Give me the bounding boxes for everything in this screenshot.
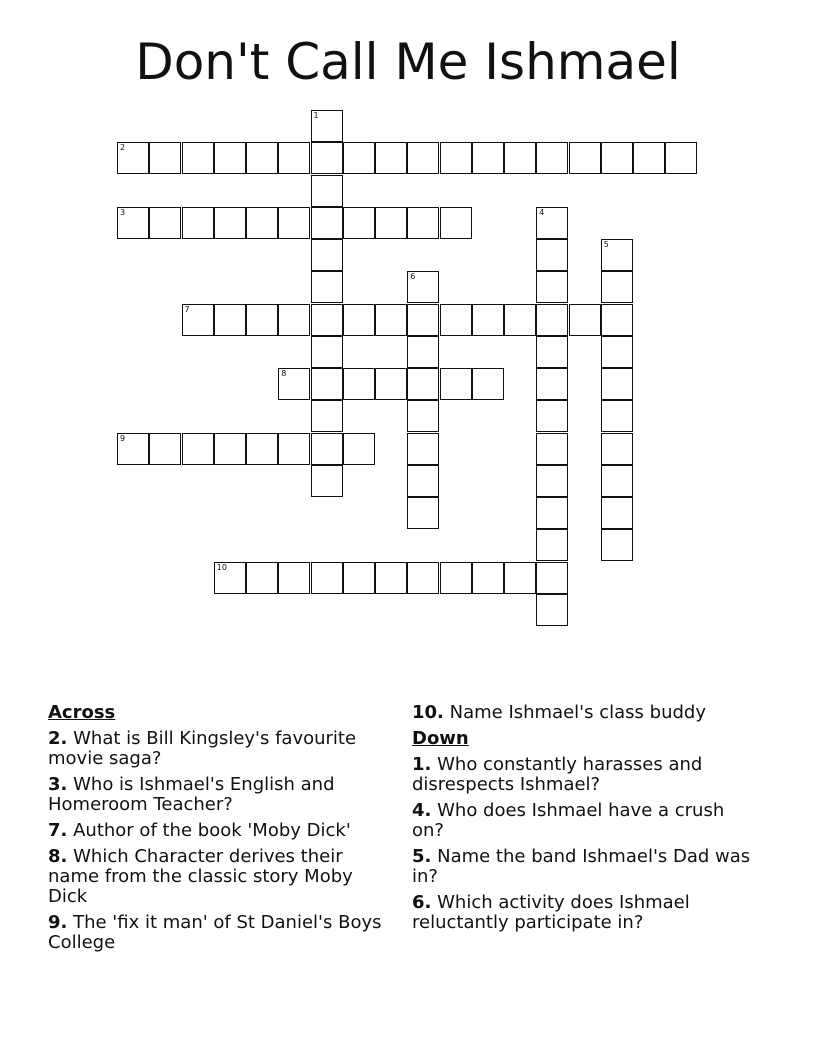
- clue-number: 4: [539, 207, 545, 217]
- grid-cell[interactable]: [504, 304, 536, 336]
- puzzle-title: Don't Call Me Ishmael: [135, 33, 681, 91]
- grid-cell[interactable]: [214, 433, 246, 465]
- grid-cell[interactable]: [407, 271, 439, 303]
- grid-cell[interactable]: [246, 142, 278, 174]
- grid-cell[interactable]: [440, 207, 472, 239]
- grid-cell[interactable]: [311, 368, 343, 400]
- grid-cell[interactable]: [536, 465, 568, 497]
- clue-number: 10: [216, 562, 227, 572]
- grid-cell[interactable]: [569, 304, 601, 336]
- grid-cell[interactable]: [536, 207, 568, 239]
- grid-cell[interactable]: [601, 271, 633, 303]
- grid-cell[interactable]: [311, 239, 343, 271]
- grid-cell[interactable]: [536, 304, 568, 336]
- grid-cell[interactable]: [182, 433, 214, 465]
- grid-cell[interactable]: [246, 304, 278, 336]
- clue-across-8: 8. Which Character derives their name from the classic story Moby Dick: [48, 846, 353, 907]
- grid-cell[interactable]: [407, 142, 439, 174]
- grid-cell[interactable]: [343, 142, 375, 174]
- grid-cell[interactable]: [311, 304, 343, 336]
- grid-cell[interactable]: [633, 142, 665, 174]
- grid-cell[interactable]: [246, 562, 278, 594]
- grid-cell[interactable]: [569, 142, 601, 174]
- grid-cell[interactable]: [407, 336, 439, 368]
- grid-cell[interactable]: [601, 497, 633, 529]
- clue-number: 8: [281, 369, 287, 378]
- grid-cell[interactable]: [407, 497, 439, 529]
- grid-cell[interactable]: [278, 368, 310, 400]
- grid-cell[interactable]: [311, 336, 343, 368]
- grid-cell[interactable]: [407, 465, 439, 497]
- grid-cell[interactable]: [375, 368, 407, 400]
- grid-cell[interactable]: [214, 304, 246, 336]
- grid-cell[interactable]: [472, 562, 504, 594]
- grid-cell[interactable]: [440, 304, 472, 336]
- grid-cell[interactable]: [536, 400, 568, 432]
- grid-cell[interactable]: [117, 207, 149, 239]
- grid-cell[interactable]: [214, 207, 246, 239]
- grid-cell[interactable]: [472, 368, 504, 400]
- grid-cell[interactable]: [536, 271, 568, 303]
- grid-cell[interactable]: [149, 207, 181, 239]
- grid-cell[interactable]: [311, 562, 343, 594]
- grid-cell[interactable]: [407, 562, 439, 594]
- grid-cell[interactable]: [375, 562, 407, 594]
- clue-across-7: 7. Author of the book 'Moby Dick': [48, 820, 351, 841]
- grid-cell[interactable]: [182, 142, 214, 174]
- grid-cell[interactable]: [343, 562, 375, 594]
- grid-cell[interactable]: [601, 529, 633, 561]
- grid-cell[interactable]: [375, 207, 407, 239]
- grid-cell[interactable]: [311, 110, 343, 142]
- grid-cell[interactable]: [440, 368, 472, 400]
- grid-cell[interactable]: [311, 400, 343, 432]
- across-heading: Across: [48, 702, 116, 723]
- grid-cell[interactable]: [182, 207, 214, 239]
- grid-cell[interactable]: [149, 433, 181, 465]
- grid-cell[interactable]: [536, 562, 568, 594]
- grid-cell[interactable]: [311, 465, 343, 497]
- clue-down-5: 5. Name the band Ishmael's Dad was in?: [412, 846, 751, 887]
- grid-cell[interactable]: [407, 368, 439, 400]
- grid-cell[interactable]: [472, 304, 504, 336]
- grid-cell[interactable]: [311, 207, 343, 239]
- grid-cell[interactable]: [665, 142, 697, 174]
- grid-cell[interactable]: [536, 239, 568, 271]
- grid-cell[interactable]: [278, 304, 310, 336]
- grid-cell[interactable]: [375, 304, 407, 336]
- grid-cell[interactable]: [601, 368, 633, 400]
- grid-cell[interactable]: [214, 142, 246, 174]
- grid-cell[interactable]: [601, 465, 633, 497]
- clue-down-1: 1. Who constantly harasses and disrespects Ishmael?: [412, 754, 703, 795]
- grid-cell[interactable]: [407, 304, 439, 336]
- grid-cell[interactable]: [536, 497, 568, 529]
- grid-cell[interactable]: [311, 271, 343, 303]
- clue-down-4: 4. Who does Ishmael have a crush on?: [412, 800, 725, 841]
- grid-cell[interactable]: [472, 142, 504, 174]
- grid-cell[interactable]: [407, 433, 439, 465]
- grid-cell[interactable]: [601, 142, 633, 174]
- grid-cell[interactable]: [601, 433, 633, 465]
- clue-across-2: 2. What is Bill Kingsley's favourite movie saga?: [48, 728, 357, 769]
- grid-cell[interactable]: [182, 304, 214, 336]
- grid-cell[interactable]: [278, 433, 310, 465]
- grid-cell[interactable]: [311, 175, 343, 207]
- grid-cell[interactable]: [536, 368, 568, 400]
- grid-cell[interactable]: [536, 433, 568, 465]
- grid-cell[interactable]: [117, 142, 149, 174]
- grid-cell[interactable]: [343, 433, 375, 465]
- grid-cell[interactable]: [311, 433, 343, 465]
- grid-cell[interactable]: [601, 239, 633, 271]
- grid-cell[interactable]: [278, 142, 310, 174]
- grid-cell[interactable]: [407, 400, 439, 432]
- clue-across-9: 9. The 'fix it man' of St Daniel's Boys College: [48, 912, 382, 953]
- clue-number: 6: [410, 272, 416, 282]
- grid-cell[interactable]: [246, 433, 278, 465]
- clue-across-10: 10. Name Ishmael's class buddy: [412, 702, 706, 723]
- down-heading: Down: [412, 728, 469, 749]
- grid-cell[interactable]: [601, 304, 633, 336]
- grid-cell[interactable]: [440, 562, 472, 594]
- grid-cell[interactable]: [601, 336, 633, 368]
- grid-cell[interactable]: [601, 400, 633, 432]
- grid-cell[interactable]: [278, 562, 310, 594]
- grid-cell[interactable]: [343, 368, 375, 400]
- grid-cell[interactable]: [375, 142, 407, 174]
- grid-cell[interactable]: [311, 142, 343, 174]
- clue-number: 2: [120, 143, 126, 153]
- clue-number: 5: [603, 240, 609, 249]
- grid-cell[interactable]: [246, 207, 278, 239]
- clue-down-6: 6. Which activity does Ishmael reluctantly participate in?: [412, 892, 690, 933]
- clue-number: 7: [184, 304, 190, 314]
- clue-across-3: 3. Who is Ishmael's English and Homeroom Teacher?: [48, 774, 335, 815]
- grid-cell[interactable]: [536, 529, 568, 561]
- grid-cell[interactable]: [407, 207, 439, 239]
- clues-left-column: [48, 703, 388, 959]
- grid-cell[interactable]: [536, 336, 568, 368]
- grid-cell[interactable]: [536, 142, 568, 174]
- grid-cell[interactable]: [278, 207, 310, 239]
- grid-cell[interactable]: [504, 562, 536, 594]
- grid-cell[interactable]: [117, 433, 149, 465]
- grid-cell[interactable]: [214, 562, 246, 594]
- grid-cell[interactable]: [343, 207, 375, 239]
- grid-cell[interactable]: [440, 142, 472, 174]
- clues-right-column: [412, 703, 752, 939]
- grid-cell[interactable]: [343, 304, 375, 336]
- grid-cell[interactable]: [536, 594, 568, 626]
- grid-cell[interactable]: [149, 142, 181, 174]
- clue-number: 1: [313, 111, 319, 120]
- grid-cell[interactable]: [504, 142, 536, 174]
- clue-number: 3: [120, 207, 126, 217]
- clue-number: 9: [120, 433, 126, 443]
